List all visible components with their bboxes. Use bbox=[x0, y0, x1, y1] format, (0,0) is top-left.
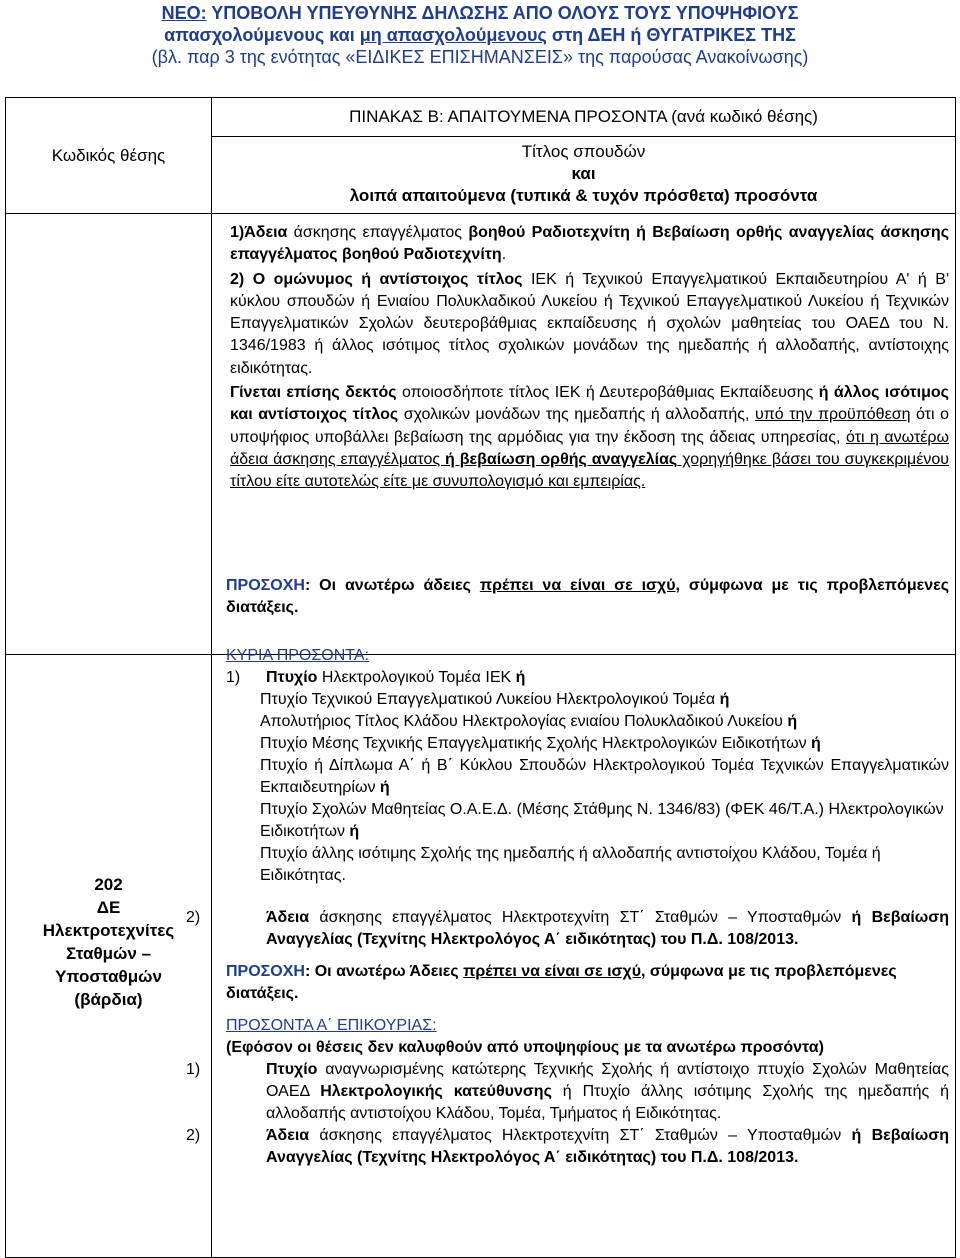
main-qualifications-heading: ΚΥΡΙΑ ΠΡΟΣΟΝΤΑ: bbox=[226, 647, 369, 664]
header-line-3: (βλ. παρ 3 της ενότητας «ΕΙΔΙΚΕΣ ΕΠΙΣΗΜΑΝΣΕΙΣ» της παρούσας Ανακοίνωσης) bbox=[151, 47, 809, 67]
col-header-code: Κωδικός θέσης bbox=[6, 98, 212, 214]
auxiliary-subheading: (Εφόσον οι θέσεις δεν καλυφθούν από υποψηφίους με τα ανωτέρω προσόντα) bbox=[226, 1039, 824, 1056]
auxiliary-item-2: 2) Άδεια άσκησης επαγγέλματος Ηλεκτροτεχνίτη ΣΤ΄ Σταθμών – Υποσταθμών ή Βεβαίωση Αναγγελίας (Τεχνίτης Ηλεκτρολόγος Α΄ ειδικότητας) του Π.Δ. 108/2013. bbox=[186, 1127, 949, 1166]
main-item-line: Πτυχίο άλλης ισότιμης Σχολής της ημεδαπής ή αλλοδαπής αντιστοίχου Κλάδου, Τομέα ή Ειδικότητας. bbox=[260, 845, 881, 884]
position-code: 202 bbox=[94, 875, 123, 894]
auxiliary-item-1: 1) Πτυχίο αναγνωρισμένης κατώτερης Τεχνικής Σχολής ή αντίστοιχο πτυχίο Σχολών Μαθητείας ΟΑΕΔ Ηλεκτρολογικής κατεύθυνσης ή Πτυχίο άλλης ισότιμης Σχολής της ημεδαπής ή αλλοδαπής αντιστοίχου Κλάδου, Τομέα, Τμήματος ή Ειδικότητας. bbox=[186, 1061, 950, 1122]
attention-notice: ΠΡΟΣΟΧΗ: Οι ανωτέρω άδειες πρέπει να είναι σε ισχύ, σύμφωνα με τις προβλεπόμενες διατάξεις. bbox=[226, 577, 950, 616]
main-item-1: 1) Πτυχίο Ηλεκτρολογικού Τομέα ΙΕΚ ή bbox=[226, 669, 526, 686]
code-cell-upper bbox=[6, 214, 212, 655]
main-item-line: Πτυχίο Τεχνικού Επαγγελματικού Λυκείου Ηλεκτρολογικού Τομέα ή bbox=[260, 691, 730, 708]
license-requirements: 1)Άδεια άσκησης επαγγέλματος βοηθού Ραδιοτεχνίτη ή Βεβαίωση ορθής αναγγελίας άσκησης επαγγέλματος βοηθού Ραδιοτεχνίτη. 2) Ο ομώνυμος ή αντίστοιχος τίτλος ΙΕΚ ή Τεχνικού Επαγγελματικού Εκπαιδευτηρίου Α' ή Β' κύκλου σπουδών ή Ενιαίου Πολυκλαδικού Λυκείου ή Τεχνικού Επαγγελματικού Λυκείου ή Τεχνικών Επαγγελματικών Σχολών δευτεροβάθμιας εκπαίδευσης ή σχολών μαθητείας του ΟΑΕΔ του Ν. 1346/1983 ή άλλος ισότιμος τίτλος σχολικών μονάδων της ημεδαπής ή αλλοδαπής, αντίστοιχης ειδικότητας. Γίνεται επίσης δεκτός οποιοσδήποτε τίτλος ΙΕΚ ή Δευτεροβάθμιας Εκπαίδευσης ή άλλος ισότιμος και αντίστοιχος τίτλος σχολικών μονάδων της ημεδαπής ή αλλοδαπής, υπό την προϋπόθεση ότι ο υποψήφιος υποβάλλει βεβαίωση της αρμόδιας για την έκδοση της άδειας υπηρεσίας, ότι η ανωτέρω άδεια άσκησης επαγγέλματος ή βεβαίωση ορθής αναγγελίας χορηγήθηκε βάσει του συγκεκριμένου τίτλου είτε αυτοτελώς είτε με συνυπολογισμό και εμπειρίας. bbox=[212, 214, 956, 655]
position-code-cell: 202 ΔΕ Ηλεκτροτεχνίτες Σταθμών – Υποσταθμών (βάρδια) bbox=[6, 655, 212, 1258]
main-item-line: Πτυχίο ή Δίπλωμα Α΄ ή Β΄ Κύκλου Σπουδών Ηλεκτρολογικού Τομέα Τεχνικών Επαγγελματικών Εκπαιδευτηρίων ή bbox=[260, 757, 949, 796]
attention-notice-2: ΠΡΟΣΟΧΗ: Οι ανωτέρω Άδειες πρέπει να είναι σε ισχύ, σύμφωνα με τις προβλεπόμενες διατάξεις. bbox=[226, 963, 897, 1002]
main-item-line: Απολυτήριος Τίτλος Κλάδου Ηλεκτρολογίας ενιαίου Πολυκλαδικού Λυκείου ή bbox=[260, 713, 798, 730]
main-item-2: 2) Άδεια άσκησης επαγγέλματος Ηλεκτροτεχνίτη ΣΤ΄ Σταθμών – Υποσταθμών ή Βεβαίωση Αναγγελίας (Τεχνίτης Ηλεκτρολόγος Α΄ ειδικότητας) του Π.Δ. 108/2013. bbox=[186, 909, 949, 948]
table-title: ΠΙΝΑΚΑΣ Β: ΑΠΑΙΤΟΥΜΕΝΑ ΠΡΟΣΟΝΤΑ (ανά κωδικό θέσης) bbox=[212, 98, 956, 137]
notice-header bbox=[0, 2, 960, 68]
main-item-line: Πτυχίο Μέσης Τεχνικής Επαγγελματικής Σχολής Ηλεκτρολογικών Ειδικοτήτων ή bbox=[260, 735, 821, 752]
header-line-1: ΝΕΟ: ΥΠΟΒΟΛΗ ΥΠΕΥΘΥΝΗΣ ΔΗΛΩΣΗΣ ΑΠΟ ΟΛΟΥΣ ΤΟΥΣ ΥΠΟΨΗΦΙΟΥΣ bbox=[161, 3, 799, 23]
header-line-2: απασχολούμενους και μη απασχολούμενους στη ΔΕΗ ή ΘΥΓΑΤΡΙΚΕΣ ΤΗΣ bbox=[164, 25, 796, 45]
qualifications-cell bbox=[186, 577, 956, 1258]
requirements-table bbox=[5, 97, 956, 1258]
auxiliary-heading: ΠΡΟΣΟΝΤΑ Α΄ ΕΠΙΚΟΥΡΙΑΣ: bbox=[226, 1017, 437, 1034]
new-label: ΝΕΟ: bbox=[161, 3, 207, 23]
col-header-requirements: Τίτλος σπουδών και λοιπά απαιτούμενα (τυπικά & τυχόν πρόσθετα) προσόντα bbox=[212, 137, 956, 214]
main-item-line: Πτυχίο Σχολών Μαθητείας Ο.Α.Ε.Δ. (Μέσης Στάθμης Ν. 1346/83) (ΦΕΚ 46/Τ.Α.) Ηλεκτρολογικών Ειδικοτήτων ή bbox=[260, 801, 944, 840]
